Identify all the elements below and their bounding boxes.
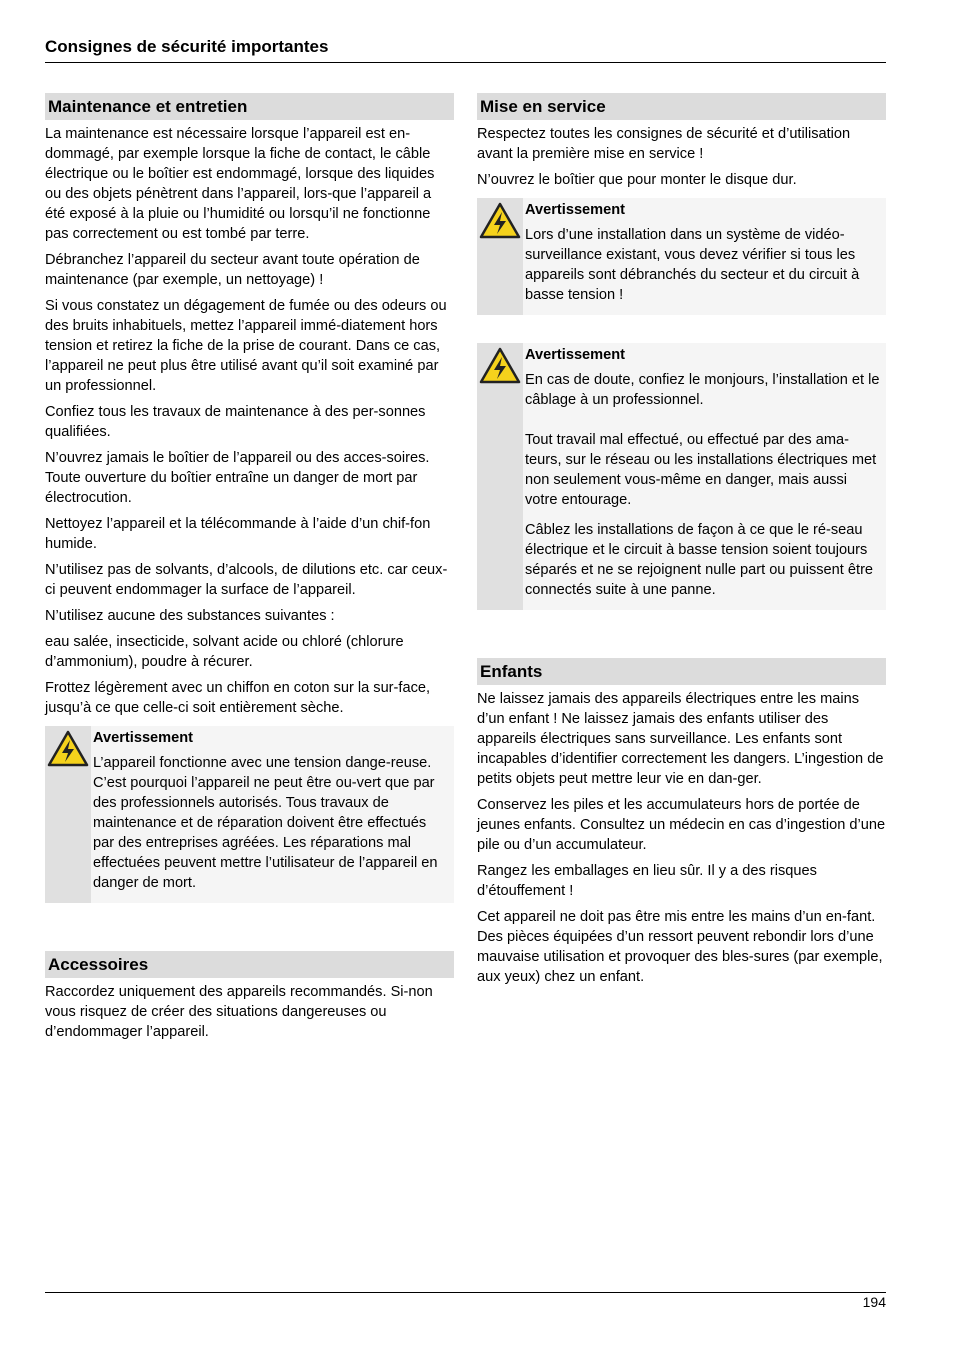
paragraph: Si vous constatez un dégagement de fumée ou des odeurs ou des bruits inhabituels, mettez l’appareil immé-diatement hors tension et retirez la fiche de la prise de courant. Dans ce cas, l’appareil ne peut plus être utilisé avant qu’il soit examiné par un professionnel.	[45, 298, 447, 394]
warning-text: Lors d’une installation dans un système de vidéo-surveillance existant, vous devez vérifier si tous les appareils sont débranchés du secteur et du circuit à basse tension !	[525, 227, 860, 303]
page-header-title: Consignes de sécurité importantes	[45, 37, 329, 56]
paragraph: N’utilisez aucune des substances suivantes :	[45, 608, 335, 624]
section-heading-accessoires: Accessoires	[45, 951, 454, 978]
paragraph: N’utilisez pas de solvants, d’alcools, de dilutions etc. car ceux-ci peuvent endommager la surface de l’appareil.	[45, 562, 448, 598]
warning-body	[91, 726, 454, 903]
paragraph: Rangez les emballages en lieu sûr. Il y a des risques d’étouffement !	[477, 863, 817, 899]
warning-body	[523, 343, 886, 610]
paragraph: Conservez les piles et les accumulateurs hors de portée de jeunes enfants. Consultez un médecin en cas d’ingestion d’une pile ou d’un accumulateur.	[477, 797, 886, 853]
paragraph: Confiez tous les travaux de maintenance à des per-sonnes qualifiées.	[45, 404, 426, 440]
warning-text: En cas de doute, confiez le monjours, l’installation et le câblage à un professionnel.	[525, 372, 880, 408]
paragraph: Débranchez l’appareil du secteur avant toute opération de maintenance (par exemple, un nettoyage) !	[45, 252, 420, 288]
warning-box-installation	[477, 198, 886, 315]
warning-box-cabling	[477, 343, 886, 610]
paragraph: Raccordez uniquement des appareils recommandés. Si-non vous risquez de créer des situations dangereuses ou d’endommager l’appareil.	[45, 984, 433, 1040]
high-voltage-warning-icon	[477, 347, 523, 385]
section-heading-enfants: Enfants	[477, 658, 886, 685]
paragraph: Respectez toutes les consignes de sécurité et d’utilisation avant la première mise en service !	[477, 126, 851, 162]
warning-body	[523, 198, 886, 315]
paragraph: Ne laissez jamais des appareils électriques entre les mains d’un enfant ! Ne laissez jamais des enfants utiliser des appareils électriques sans surveillance. Les enfants sont incapables d’identifier correctement les dangers. L’ingestion de petits objets peut mettre leur vie en dan-ger.	[477, 691, 884, 787]
paragraph: Nettoyez l’appareil et la télécommande à l’aide d’un chif-fon humide.	[45, 516, 431, 552]
paragraph: eau salée, insecticide, solvant acide ou chloré (chlorure d’ammonium), poudre à récurer.	[45, 634, 404, 670]
warning-text: Tout travail mal effectué, ou effectué par des ama-teurs, sur le réseau ou les installations électriques met non seulement vous-même en danger, mais aussi votre entourage.	[525, 432, 877, 508]
warning-sidebar	[477, 343, 523, 610]
paragraph: N’ouvrez jamais le boîtier de l’appareil ou des acces-soires. Toute ouverture du boîtier entraîne un danger de mort par électrocution.	[45, 450, 430, 506]
left-column	[45, 93, 454, 1048]
warning-title: Avertissement	[525, 202, 626, 218]
paragraph: Frottez légèrement avec un chiffon en coton sur la sur-face, jusqu’à ce que celle-ci soit entièrement sèche.	[45, 680, 431, 716]
high-voltage-warning-icon	[45, 730, 91, 768]
warning-sidebar	[45, 726, 91, 903]
warning-sidebar	[477, 198, 523, 315]
warning-text: L’appareil fonctionne avec une tension dange-reuse. C’est pourquoi l’appareil ne peut être ou-vert que par des professionnels autorisés. Tous travaux de maintenance et de réparation doivent être effectués par des entreprises agréées. Les réparations mal effectuées peuvent mettre l’utilisateur de l’appareil en danger de mort.	[93, 755, 438, 891]
paragraph: N’ouvrez le boîtier que pour monter le disque dur.	[477, 172, 797, 188]
footer-rule	[45, 1292, 886, 1293]
warning-text: Câblez les installations de façon à ce que le ré-seau électrique et le circuit à basse tension soient toujours séparés et ne se rejoignent nulle part ou puissent être connectés suite à une panne.	[525, 522, 874, 598]
header-rule	[45, 62, 886, 63]
right-column	[477, 93, 886, 993]
warning-box-maintenance	[45, 726, 454, 903]
paragraph: Cet appareil ne doit pas être mis entre les mains d’un en-fant. Des pièces équipées d’un ressort peuvent rebondir lors d’une mauvaise utilisation et provoquer des bles-sures (par exemple, aux yeux) chez un enfant.	[477, 909, 883, 985]
high-voltage-warning-icon	[477, 202, 523, 240]
warning-title: Avertissement	[93, 730, 194, 746]
page-number: 194	[862, 1294, 886, 1310]
paragraph: La maintenance est nécessaire lorsque l’appareil est en-dommagé, par exemple lorsque la fiche de contact, le câble électrique ou le boîtier est endommagé, lorsque des liquides ou des objets pénètrent dans l’appareil, lors-que l’appareil a été exposé à la pluie ou l’humidité ou lorsqu’il ne fonctionne pas correctement ou est tombé par terre.	[45, 126, 435, 242]
warning-title: Avertissement	[525, 347, 626, 363]
section-heading-mise-en-service: Mise en service	[477, 93, 886, 120]
section-heading-maintenance: Maintenance et entretien	[45, 93, 454, 120]
